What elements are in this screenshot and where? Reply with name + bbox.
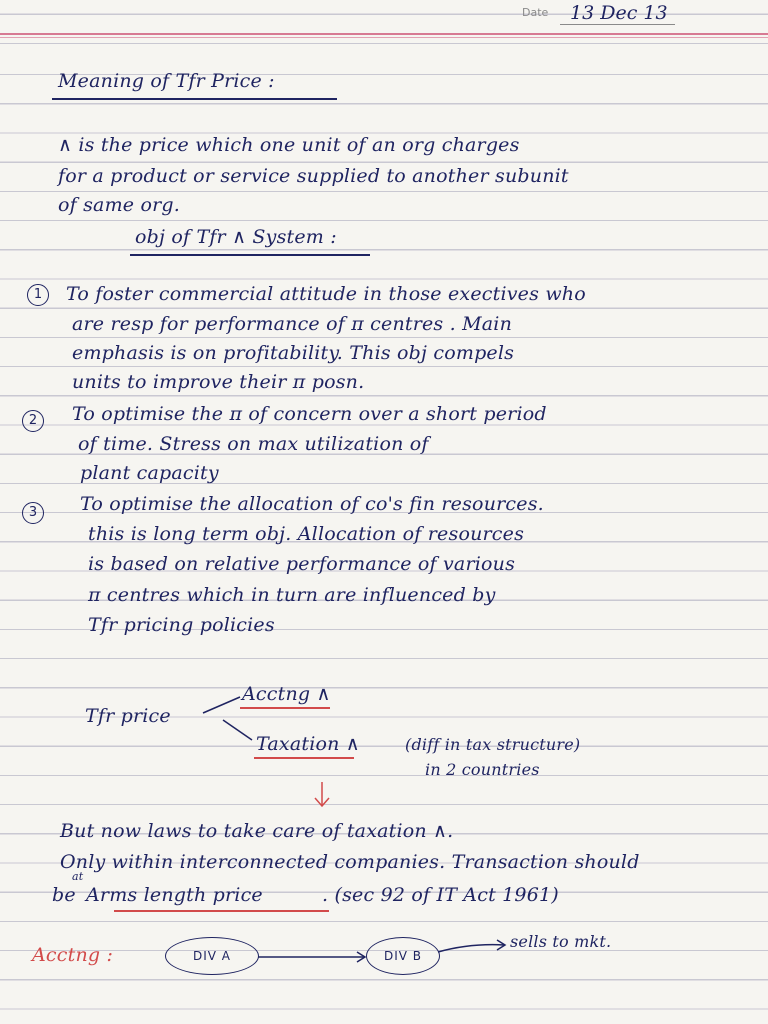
- definition-line-1: ∧ is the price which one unit of an org charges: [58, 134, 520, 156]
- objective-3-line-3: is based on relative performance of various: [88, 553, 516, 575]
- objective-3-line-2: this is long term obj. Allocation of resources: [88, 523, 525, 545]
- diagram-branch-taxation: Taxation ∧: [256, 733, 360, 755]
- objective-1-line-2: are resp for performance of π centres . Main: [72, 313, 513, 335]
- conclusion-at-insert: at: [72, 870, 84, 883]
- objective-3-line-1: To optimise the allocation of co's fin resources.: [80, 493, 544, 515]
- arms-length-red-underline: [114, 910, 329, 912]
- objective-2-line-3: plant capacity: [80, 462, 219, 484]
- conclusion-section-ref: . (sec 92 of IT Act 1961): [322, 884, 559, 906]
- diagram-branch-acctng: Acctng ∧: [242, 683, 331, 705]
- page-title: Meaning of Tfr Price :: [58, 70, 275, 92]
- conclusion-line-2: Only within interconnected companies. Transaction should: [60, 851, 640, 873]
- objective-number-3: 3: [22, 502, 44, 524]
- objectives-heading: obj of Tfr ∧ System :: [135, 226, 337, 248]
- objective-1-line-4: units to improve their π posn.: [72, 371, 365, 393]
- objective-1-line-1: To foster commercial attitude in those exectives who: [66, 283, 586, 305]
- objective-3-line-5: Tfr pricing policies: [88, 614, 275, 636]
- definition-line-2: for a product or service supplied to another subunit: [58, 165, 569, 187]
- definition-line-3: of same org.: [58, 194, 181, 216]
- objective-3-line-4: π centres which in turn are influenced by: [88, 584, 496, 606]
- conclusion-be: be: [52, 884, 76, 906]
- diagram-note-line-1: (diff in tax structure): [405, 735, 581, 754]
- conclusion-arms-length: Arms length price: [86, 884, 263, 906]
- objective-2-line-1: To optimise the π of concern over a short period: [72, 403, 547, 425]
- acctng-flow-tail: sells to mkt.: [510, 932, 612, 951]
- date-value: 13 Dec 13: [570, 2, 668, 24]
- div-a-node: DIV A: [165, 937, 259, 975]
- conclusion-line-1: But now laws to take care of taxation ∧.: [60, 820, 454, 842]
- objective-2-line-2: of time. Stress on max utilization of: [78, 433, 429, 455]
- objective-1-line-3: emphasis is on profitability. This obj compels: [72, 342, 515, 364]
- diagram-note-line-2: in 2 countries: [425, 760, 540, 779]
- date-label: Date: [522, 6, 549, 19]
- diagram-root: Tfr price: [85, 705, 171, 727]
- objective-number-2: 2: [22, 410, 44, 432]
- div-b-node: DIV B: [366, 937, 440, 975]
- acctng-flow-label: Acctng :: [32, 944, 114, 966]
- objective-number-1: 1: [27, 284, 49, 306]
